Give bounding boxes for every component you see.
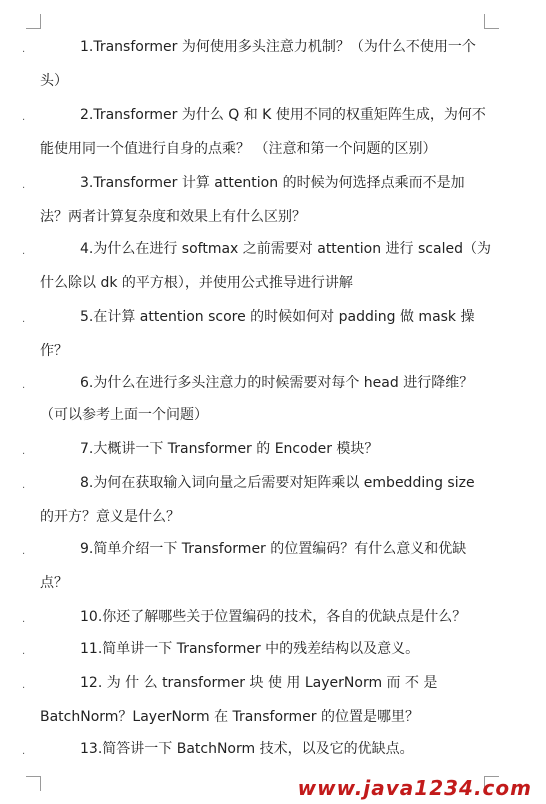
- text-line: 能使用同一个值进行自身的点乘？ （注意和第一个问题的区别）: [40, 141, 437, 157]
- crop-mark-top-left: [26, 14, 41, 29]
- watermark: www.java1234.com: [297, 776, 532, 800]
- text-line: 作？: [40, 343, 68, 359]
- paragraph-marker: ·: [22, 549, 26, 560]
- paragraph-marker: ·: [22, 249, 26, 260]
- paragraph-marker: ·: [22, 617, 26, 628]
- text-line: 2.Transformer 为什么 Q 和 K 使用不同的权重矩阵生成，为何不: [80, 107, 486, 123]
- crop-mark-top-right: [484, 14, 499, 29]
- paragraph-marker: ·: [22, 183, 26, 194]
- text-line: 11.简单讲一下 Transformer 中的残差结构以及意义。: [80, 641, 420, 657]
- paragraph-marker: ·: [22, 683, 26, 694]
- text-line: 1.Transformer 为何使用多头注意力机制？（为什么不使用一个: [80, 39, 476, 55]
- text-line: 点？: [40, 575, 68, 591]
- text-line: 6.为什么在进行多头注意力的时候需要对每个 head 进行降维？: [80, 375, 474, 391]
- crop-mark-bottom-left: [26, 776, 41, 791]
- text-line: 9.简单介绍一下 Transformer 的位置编码？有什么意义和优缺: [80, 541, 467, 557]
- paragraph-marker: ·: [22, 317, 26, 328]
- text-line: BatchNorm？LayerNorm 在 Transformer 的位置是哪里？: [40, 709, 420, 725]
- paragraph-marker: ·: [22, 115, 26, 126]
- text-line: 头）: [40, 73, 68, 89]
- text-line: 什么除以 dk 的平方根），并使用公式推导进行讲解: [40, 275, 353, 291]
- paragraph-marker: ·: [22, 749, 26, 760]
- paragraph-marker: ·: [22, 649, 26, 660]
- text-line: 7.大概讲一下 Transformer 的 Encoder 模块？: [80, 441, 379, 457]
- text-line: 12. 为 什 么 transformer 块 使 用 LayerNorm 而 不 是: [80, 675, 438, 691]
- text-line: 法？两者计算复杂度和效果上有什么区别？: [40, 209, 306, 225]
- text-line: 4.为什么在进行 softmax 之前需要对 attention 进行 scaled（为: [80, 241, 491, 257]
- text-line: 3.Transformer 计算 attention 的时候为何选择点乘而不是加: [80, 175, 465, 191]
- paragraph-marker: ·: [22, 383, 26, 394]
- paragraph-marker: ·: [22, 483, 26, 494]
- text-line: 的开方？意义是什么？: [40, 509, 180, 525]
- text-line: 8.为何在获取输入词向量之后需要对矩阵乘以 embedding size: [80, 475, 475, 491]
- text-line: （可以参考上面一个问题）: [40, 407, 208, 423]
- paragraph-marker: ·: [22, 47, 26, 58]
- text-line: 13.简答讲一下 BatchNorm 技术，以及它的优缺点。: [80, 741, 414, 757]
- text-line: 5.在计算 attention score 的时候如何对 padding 做 mask 操: [80, 309, 475, 325]
- text-line: 10.你还了解哪些关于位置编码的技术，各自的优缺点是什么？: [80, 609, 467, 625]
- paragraph-marker: ·: [22, 449, 26, 460]
